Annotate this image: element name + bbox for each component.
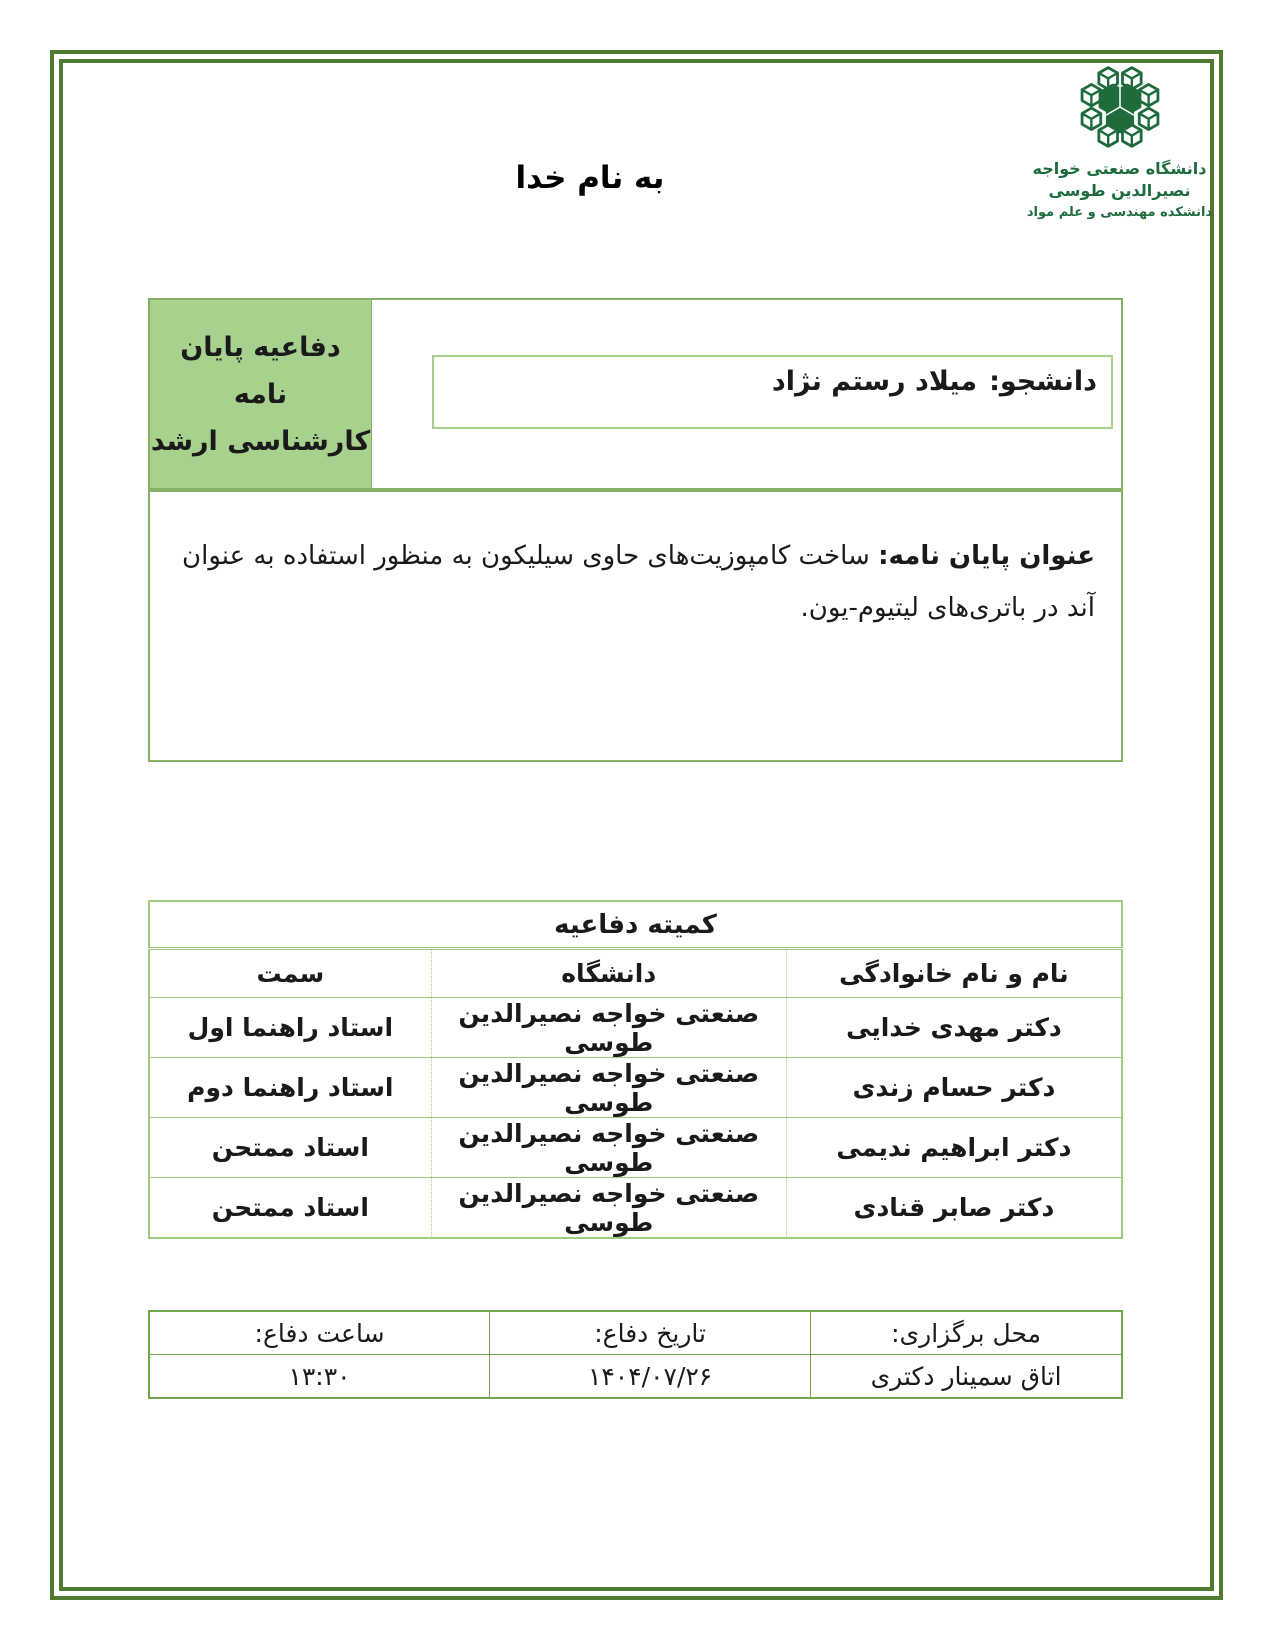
schedule-header-time: ساعت دفاع: (149, 1311, 490, 1355)
committee-header-row (149, 949, 1122, 998)
defense-type-cell (150, 300, 372, 488)
student-name: میلاد رستم نژاد (771, 366, 978, 397)
member-name: دکتر مهدی خدایی (786, 998, 1122, 1058)
schedule-header-date: تاریخ دفاع: (490, 1311, 811, 1355)
schedule-header-row (149, 1311, 1122, 1355)
schedule-location: اتاق سمینار دکتری (811, 1355, 1122, 1399)
member-role: استاد ممتحن (149, 1178, 431, 1239)
member-university: صنعتی خواجه نصیرالدین طوسی (431, 998, 786, 1058)
thesis-title-label: عنوان پایان نامه: (878, 541, 1095, 571)
university-logo (1022, 62, 1217, 222)
schedule-date: ۱۴۰۴/۰۷/۲۶ (490, 1355, 811, 1399)
committee-header-role: سمت (149, 949, 431, 998)
member-name: دکتر ابراهیم ندیمی (786, 1118, 1122, 1178)
student-box (432, 355, 1113, 429)
committee-row (149, 998, 1122, 1058)
header-table (148, 298, 1123, 490)
committee-row (149, 1118, 1122, 1178)
schedule-time: ۱۳:۳۰ (149, 1355, 490, 1399)
member-role: استاد راهنما اول (149, 998, 431, 1058)
member-university: صنعتی خواجه نصیرالدین طوسی (431, 1058, 786, 1118)
university-emblem-icon (1073, 62, 1167, 152)
member-name: دکتر صابر قنادی (786, 1178, 1122, 1239)
schedule-table (148, 1310, 1123, 1399)
thesis-title-box (148, 490, 1123, 762)
student-label: دانشجو: (989, 366, 1097, 397)
bismillah-text: به نام خدا (515, 160, 665, 196)
member-name: دکتر حسام زندی (786, 1058, 1122, 1118)
member-role: استاد راهنما دوم (149, 1058, 431, 1118)
faculty-name: دانشکده مهندسی و علم مواد (1026, 205, 1213, 220)
defense-type-line2: کارشناسی ارشد (150, 425, 371, 457)
committee-title: کمیته دفاعیه (149, 901, 1122, 949)
thesis-title-text: ساخت کامپوزیت‌های حاوی سیلیکون به منظور استفاده به عنوان آند در باتری‌های لیتیوم-یون. (182, 541, 1095, 623)
committee-title-row (149, 901, 1122, 949)
member-university: صنعتی خواجه نصیرالدین طوسی (431, 1178, 786, 1239)
student-cell (372, 300, 1121, 488)
committee-header-university: دانشگاه (431, 949, 786, 998)
committee-header-name: نام و نام خانوادگی (786, 949, 1122, 998)
committee-row (149, 1178, 1122, 1239)
university-name: دانشگاه صنعتی خواجه نصیرالدین طوسی (1032, 159, 1207, 200)
member-university: صنعتی خواجه نصیرالدین طوسی (431, 1118, 786, 1178)
member-role: استاد ممتحن (149, 1118, 431, 1178)
schedule-header-location: محل برگزاری: (811, 1311, 1122, 1355)
schedule-value-row (149, 1355, 1122, 1399)
committee-row (149, 1058, 1122, 1118)
defense-type-line1: دفاعیه پایان نامه (180, 331, 341, 410)
committee-table (148, 900, 1123, 1239)
